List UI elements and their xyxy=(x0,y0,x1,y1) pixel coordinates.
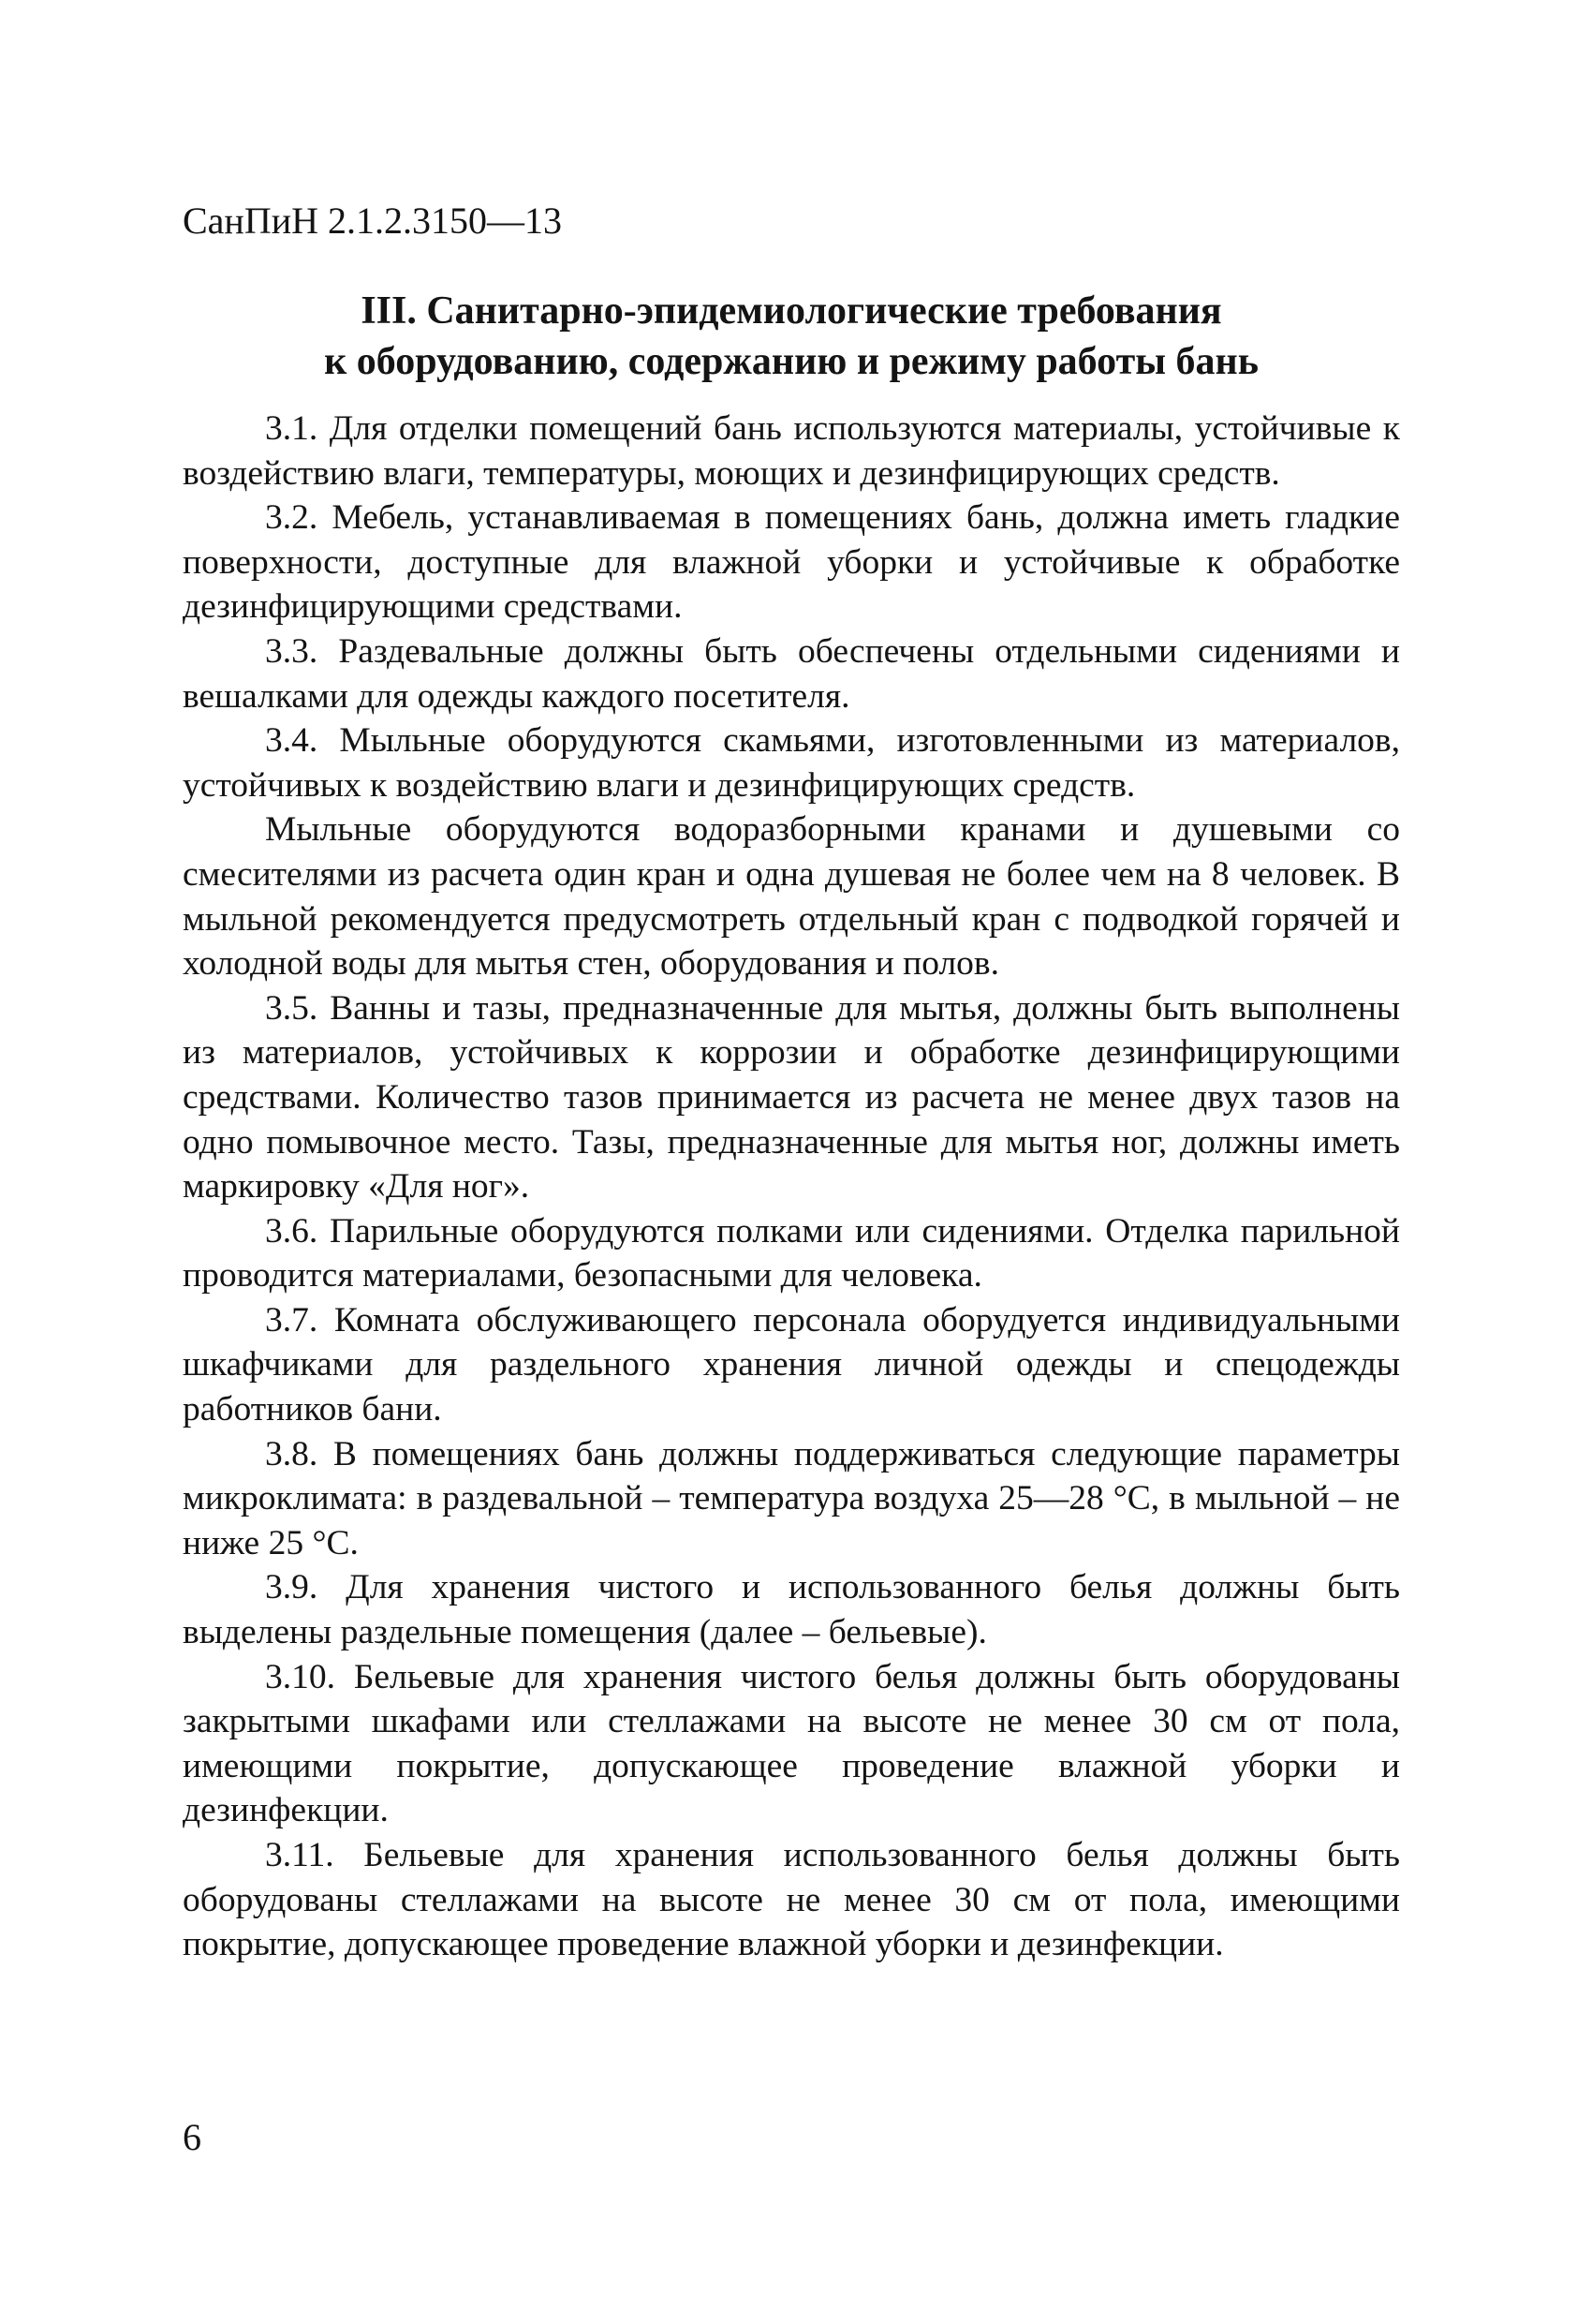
paragraph-3-3: 3.3. Раздевальные должны быть обеспечены отдельными сидениями и вешалками для одежды каждого посетителя. xyxy=(183,631,1400,716)
paragraph-3-2: 3.2. Мебель, устанавливаемая в помещениях бань, должна иметь гладкие поверхности, доступные для влажной уборки и устойчивые к обработке дезинфицирующими средствами. xyxy=(183,498,1400,627)
document-code: СанПиН 2.1.2.3150—13 xyxy=(183,200,563,242)
page-number: 6 xyxy=(183,2116,201,2158)
paragraph-3-4-continued: Мыльные оборудуются водоразборными кранами и душевыми со смесителями из расчета один кран и одна душевая не более чем на 8 человек. В мыльной рекомендуется предусмотреть отдельный кран с подводкой горячей и холодной воды для мытья стен, оборудования и полов. xyxy=(183,810,1400,984)
paragraph-3-5: 3.5. Ванны и тазы, предназначенные для мытья, должны быть выполнены из материалов, устойчивых к коррозии и обработке дезинфицирующими средствами. Количество тазов принимается из расчета не менее двух тазов на одно помывочное место. Тазы, предназначенные для мытья ног, должны иметь маркировку «Для ног». xyxy=(183,988,1400,1206)
paragraph-3-9: 3.9. Для хранения чистого и использованного белья должны быть выделены раздельные помещения (далее – бельевые). xyxy=(183,1568,1400,1652)
body-text xyxy=(183,407,1400,1967)
paragraph-3-11: 3.11. Бельевые для хранения использованного белья должны быть оборудованы стеллажами на высоте не менее 30 см от пола, имеющими покрытие, допускающее проведение влажной уборки и дезинфекции. xyxy=(183,1836,1400,1964)
section-title-line-2: к оборудованию, содержанию и режиму работы бань xyxy=(324,340,1259,383)
paragraph-3-7: 3.7. Комната обслуживающего персонала оборудуется индивидуальными шкафчиками для раздельного хранения личной одежды и спецодежды работников бани. xyxy=(183,1300,1400,1429)
paragraph-3-8: 3.8. В помещениях бань должны поддерживаться следующие параметры микроклимата: в раздевальной – температура воздуха 25—28 °С, в мыльной – не ниже 25 °С. xyxy=(183,1434,1400,1562)
paragraph-3-6: 3.6. Парильные оборудуются полками или сидениями. Отделка парильной проводится материалами, безопасными для человека. xyxy=(183,1211,1400,1295)
section-title xyxy=(183,286,1400,387)
paragraph-3-1: 3.1. Для отделки помещений бань используются материалы, устойчивые к воздействию влаги, температуры, моющих и дезинфицирующих средств. xyxy=(183,409,1400,493)
paragraph-3-10: 3.10. Бельевые для хранения чистого белья должны быть оборудованы закрытыми шкафами или стеллажами на высоте не менее 30 см от пола, имеющими покрытие, допускающее проведение влажной уборки и дезинфекции. xyxy=(183,1657,1400,1830)
section-title-line-1: III. Санитарно-эпидемиологические требования xyxy=(361,289,1222,333)
paragraph-3-4: 3.4. Мыльные оборудуются скамьями, изготовленными из материалов, устойчивых к воздействию влаги и дезинфицирующих средств. xyxy=(183,721,1400,805)
